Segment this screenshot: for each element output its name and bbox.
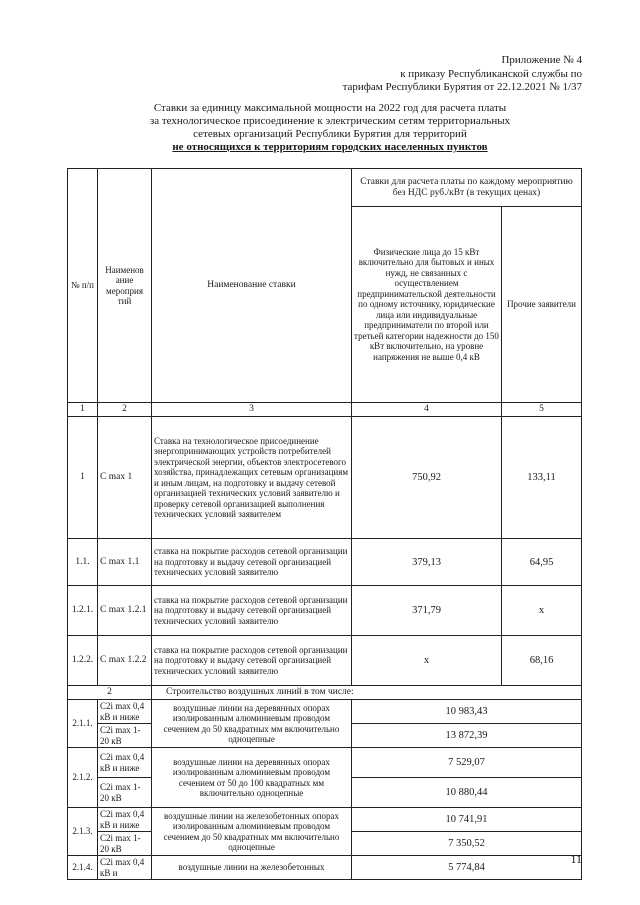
header-num: № п/п (68, 169, 98, 403)
row-value-others: x (502, 586, 582, 636)
line-desc: воздушные линии на железобетонных (152, 856, 352, 880)
row-rate-name: Ставка на технологическое присоединение энергопринимающих устройств потребителей электрической энергии, объектов электросетевого хозяйства, принадлежащих сетевым организациям и иным лицам, на подготовку и выдачу сетевой организацией технических условий заявителю и проверку сетевой организацией выполнения технических условий заявителем (152, 417, 352, 539)
line-num: 2.1.3. (68, 808, 98, 856)
row-num: 1.1. (68, 539, 98, 586)
header-event-name: Наименов ание мероприя тий (98, 169, 152, 403)
title-line-2: за технологическое присоединение к электрическим сетям территориальных (149, 115, 511, 127)
section-row (68, 686, 582, 700)
column-number-row (68, 403, 582, 417)
section-num: 2 (68, 686, 152, 700)
line-code: C2i max 1-20 кВ (98, 778, 152, 808)
row-value-others: 68,16 (502, 636, 582, 686)
line-code: C2i max 1-20 кВ (98, 724, 152, 748)
title-line-1: Ставки за единицу максимальной мощности на 2022 год для расчета платы (153, 102, 507, 114)
header-rate-name: Наименование ставки (152, 169, 352, 403)
page-number: 11 (570, 852, 582, 866)
header-individuals: Физические лица до 15 кВт включительно для бытовых и иных нужд, не связанных с осуществлением предпринимательской деятельности по одному источнику, юридические лица или индивидуальные предприниматели по второй или третьей категории надежности до 150 кВт включительно, на уровне напряжения не выше 0,4 кВ (352, 207, 502, 403)
line-code: C2i max 0,4 кВ и ниже (98, 700, 152, 724)
col-number-2: 2 (98, 403, 152, 417)
table-row (68, 417, 582, 539)
row-value-individuals: 371,79 (352, 586, 502, 636)
line-code: C2i max 0,4 кВ и ниже (98, 808, 152, 832)
col-number-1: 1 (68, 403, 98, 417)
row-value-individuals: 379,13 (352, 539, 502, 586)
line-value: 10 880,44 (352, 778, 582, 808)
row-rate-name: ставка на покрытие расходов сетевой организации на подготовку и выдачу сетевой организацией технических условий заявителю (152, 636, 352, 686)
line-value: 7 350,52 (352, 832, 582, 856)
row-rate-name: ставка на покрытие расходов сетевой организации на подготовку и выдачу сетевой организацией технических условий заявителю (152, 586, 352, 636)
table-row (68, 856, 582, 880)
line-desc: воздушные линии на деревянных опорах изолированным алюминиевым проводом сечением от 50 до 100 квадратных мм включительно одноцепные (152, 748, 352, 808)
col-number-3: 3 (152, 403, 352, 417)
line-value: 10 983,43 (352, 700, 582, 724)
line-num: 2.1.4. (68, 856, 98, 880)
table-row (68, 586, 582, 636)
line-code: C2i max 0,4 кВ и (98, 856, 152, 880)
row-rate-name: ставка на покрытие расходов сетевой организации на подготовку и выдачу сетевой организацией технических условий заявителю (152, 539, 352, 586)
table-row (68, 700, 582, 724)
row-code: C max 1.1 (98, 539, 152, 586)
line-num: 2.1.2. (68, 748, 98, 808)
line-value: 7 529,07 (352, 748, 582, 778)
line-value: 5 774,84 (352, 856, 582, 880)
rates-table (67, 168, 582, 880)
row-code: C max 1.2.1 (98, 586, 152, 636)
col-number-5: 5 (502, 403, 582, 417)
appendix-line-1: Приложение № 4 (501, 54, 582, 66)
col-number-4: 4 (352, 403, 502, 417)
row-num: 1.2.2. (68, 636, 98, 686)
line-code: C2i max 1-20 кВ (98, 832, 152, 856)
table-row (68, 539, 582, 586)
row-value-individuals: x (352, 636, 502, 686)
row-value-individuals: 750,92 (352, 417, 502, 539)
table-row (68, 748, 582, 778)
row-value-others: 133,11 (502, 417, 582, 539)
table-header-row (68, 169, 582, 207)
header-others: Прочие заявители (502, 207, 582, 403)
section-title: Строительство воздушных линий в том числе: (152, 686, 582, 700)
appendix-line-2: к приказу Республиканской службы по (400, 67, 582, 80)
row-code: C max 1.2.2 (98, 636, 152, 686)
document-title (120, 102, 540, 154)
line-desc: воздушные линии на деревянных опорах изолированным алюминиевым проводом сечением до 50 квадратных мм включительно одноцепные (152, 700, 352, 748)
line-value: 10 741,91 (352, 808, 582, 832)
title-line-3: сетевых организаций Республики Бурятия для территорий (193, 128, 467, 140)
line-code: C2i max 0,4 кВ и ниже (98, 748, 152, 778)
line-value: 13 872,39 (352, 724, 582, 748)
row-num: 1 (68, 417, 98, 539)
table-row (68, 636, 582, 686)
header-rates-group: Ставки для расчета платы по каждому мероприятию без НДС руб./кВт (в текущих ценах) (352, 169, 582, 207)
row-value-others: 64,95 (502, 539, 582, 586)
appendix-header (262, 54, 582, 95)
row-code: C max 1 (98, 417, 152, 539)
row-num: 1.2.1. (68, 586, 98, 636)
line-num: 2.1.1. (68, 700, 98, 748)
table-row (68, 808, 582, 832)
line-desc: воздушные линии на железобетонных опорах изолированным алюминиевым проводом сечением до 50 квадратных мм включительно одноцепные (152, 808, 352, 856)
title-line-4: не относящихся к территориям городских населенных пунктов (172, 141, 488, 153)
appendix-line-3: тарифам Республики Бурятия от 22.12.2021 № 1/37 (342, 81, 582, 93)
